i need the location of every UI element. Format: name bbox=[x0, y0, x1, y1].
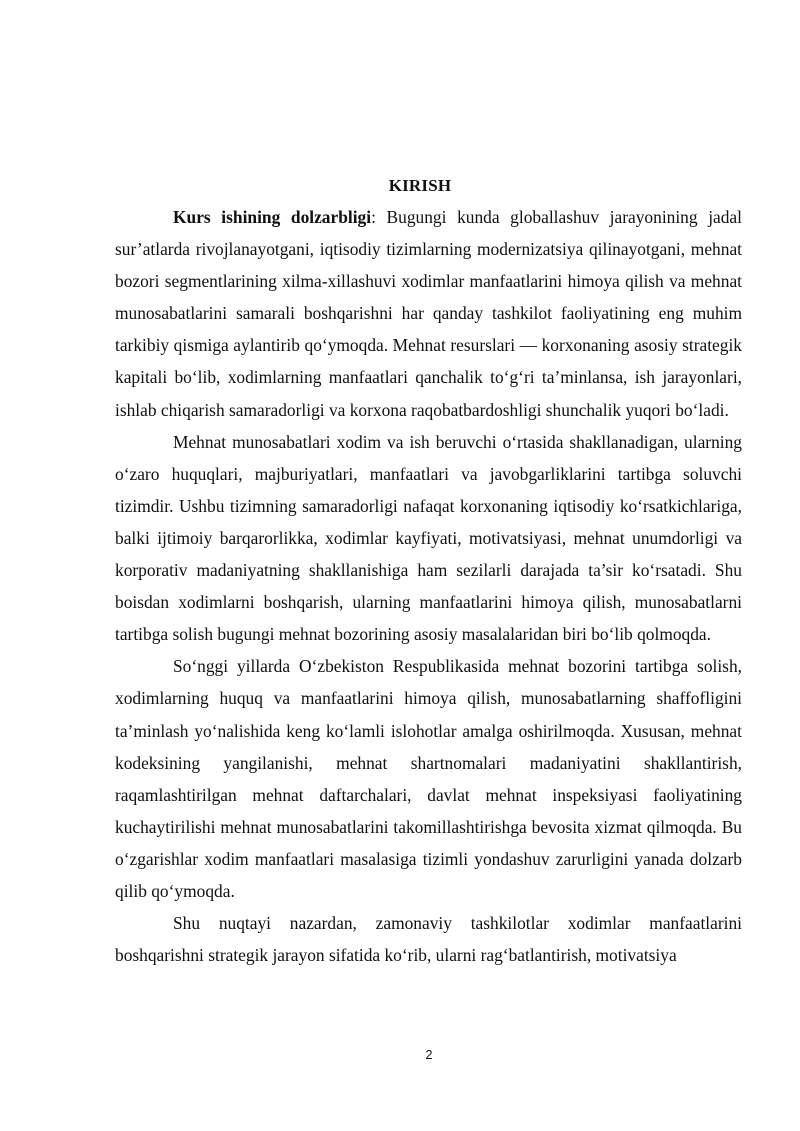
paragraph-1-text: : Bugungi kunda globallashuv jarayonining jadal sur’atlarda rivojlanayotgani, iqtisodiy tizimlarning modernizatsiya qilinayotgani, mehnat bozori segmentlarining xilma-xillashuvi xodimlar manfaatlarini himoya qilish va mehnat munosabatlarini samarali boshqarishni har qanday tashkilot faoliyatining eng muhim tarkibiy qismiga aylantirib qo‘ymoqda. Mehnat resurslari — korxonaning asosiy strategik kapitali bo‘lib, xodimlarning manfaatlari qanchalik to‘g‘ri ta’minlansa, ish jarayonlari, ishlab chiqarish samaradorligi va korxona raqobatbardoshligi shunchalik yuqori bo‘ladi. bbox=[115, 207, 742, 420]
paragraph-lead-heading: Kurs ishining dolzarbligi bbox=[173, 207, 372, 227]
paragraph-3: So‘nggi yillarda O‘zbekiston Respublikasida mehnat bozorini tartibga solish, xodimlarning huquq va manfaatlarini himoya qilish, munosabatlarning shaffofligini ta’minlash yo‘nalishida keng ko‘lamli islohotlar amalga oshirilmoqda. Xususan, mehnat kodeksining yangilanishi, mehnat shartnomalari madaniyatini shakllantirish, raqamlashtirilgan mehnat daftarchalari, davlat mehnat inspeksiyasi faoliyatining kuchaytirilishi mehnat munosabatlarini takomillashtirishga bevosita xizmat qilmoqda. Bu o‘zgarishlar xodim manfaatlari masalasiga tizimli yondashuv zarurligini yanada dolzarb qilib qo‘ymoqda. bbox=[115, 656, 742, 901]
document-body bbox=[115, 201, 742, 971]
paragraph-1 bbox=[115, 201, 742, 426]
page-title: KIRISH bbox=[388, 176, 452, 195]
paragraph-4: Shu nuqtayi nazardan, zamonaviy tashkilotlar xodimlar manfaatlarini boshqarishni strategik jarayon sifatida ko‘rib, ularni rag‘batlantirish, motivatsiya bbox=[115, 913, 742, 966]
paragraph-2: Mehnat munosabatlari xodim va ish beruvchi o‘rtasida shakllanadigan, ularning o‘zaro huquqlari, majburiyatlari, manfaatlari va javobgarliklarini tartibga soluvchi tizimdir. Ushbu tizimning samaradorligi nafaqat korxonaning iqtisodiy ko‘rsatkichlariga, balki ijtimoiy barqarorlikka, xodimlar kayfiyati, motivatsiyasi, mehnat unumdorligi va korporativ madaniyatning shakllanishiga ham sezilarli darajada ta’sir ko‘rsatadi. Shu boisdan xodimlarni boshqarish, ularning manfaatlarini himoya qilish, munosabatlarni tartibga solish bugungi mehnat bozorining asosiy masalalaridan biri bo‘lib qolmoqda. bbox=[115, 431, 742, 645]
page-number: 2 bbox=[425, 1048, 433, 1062]
